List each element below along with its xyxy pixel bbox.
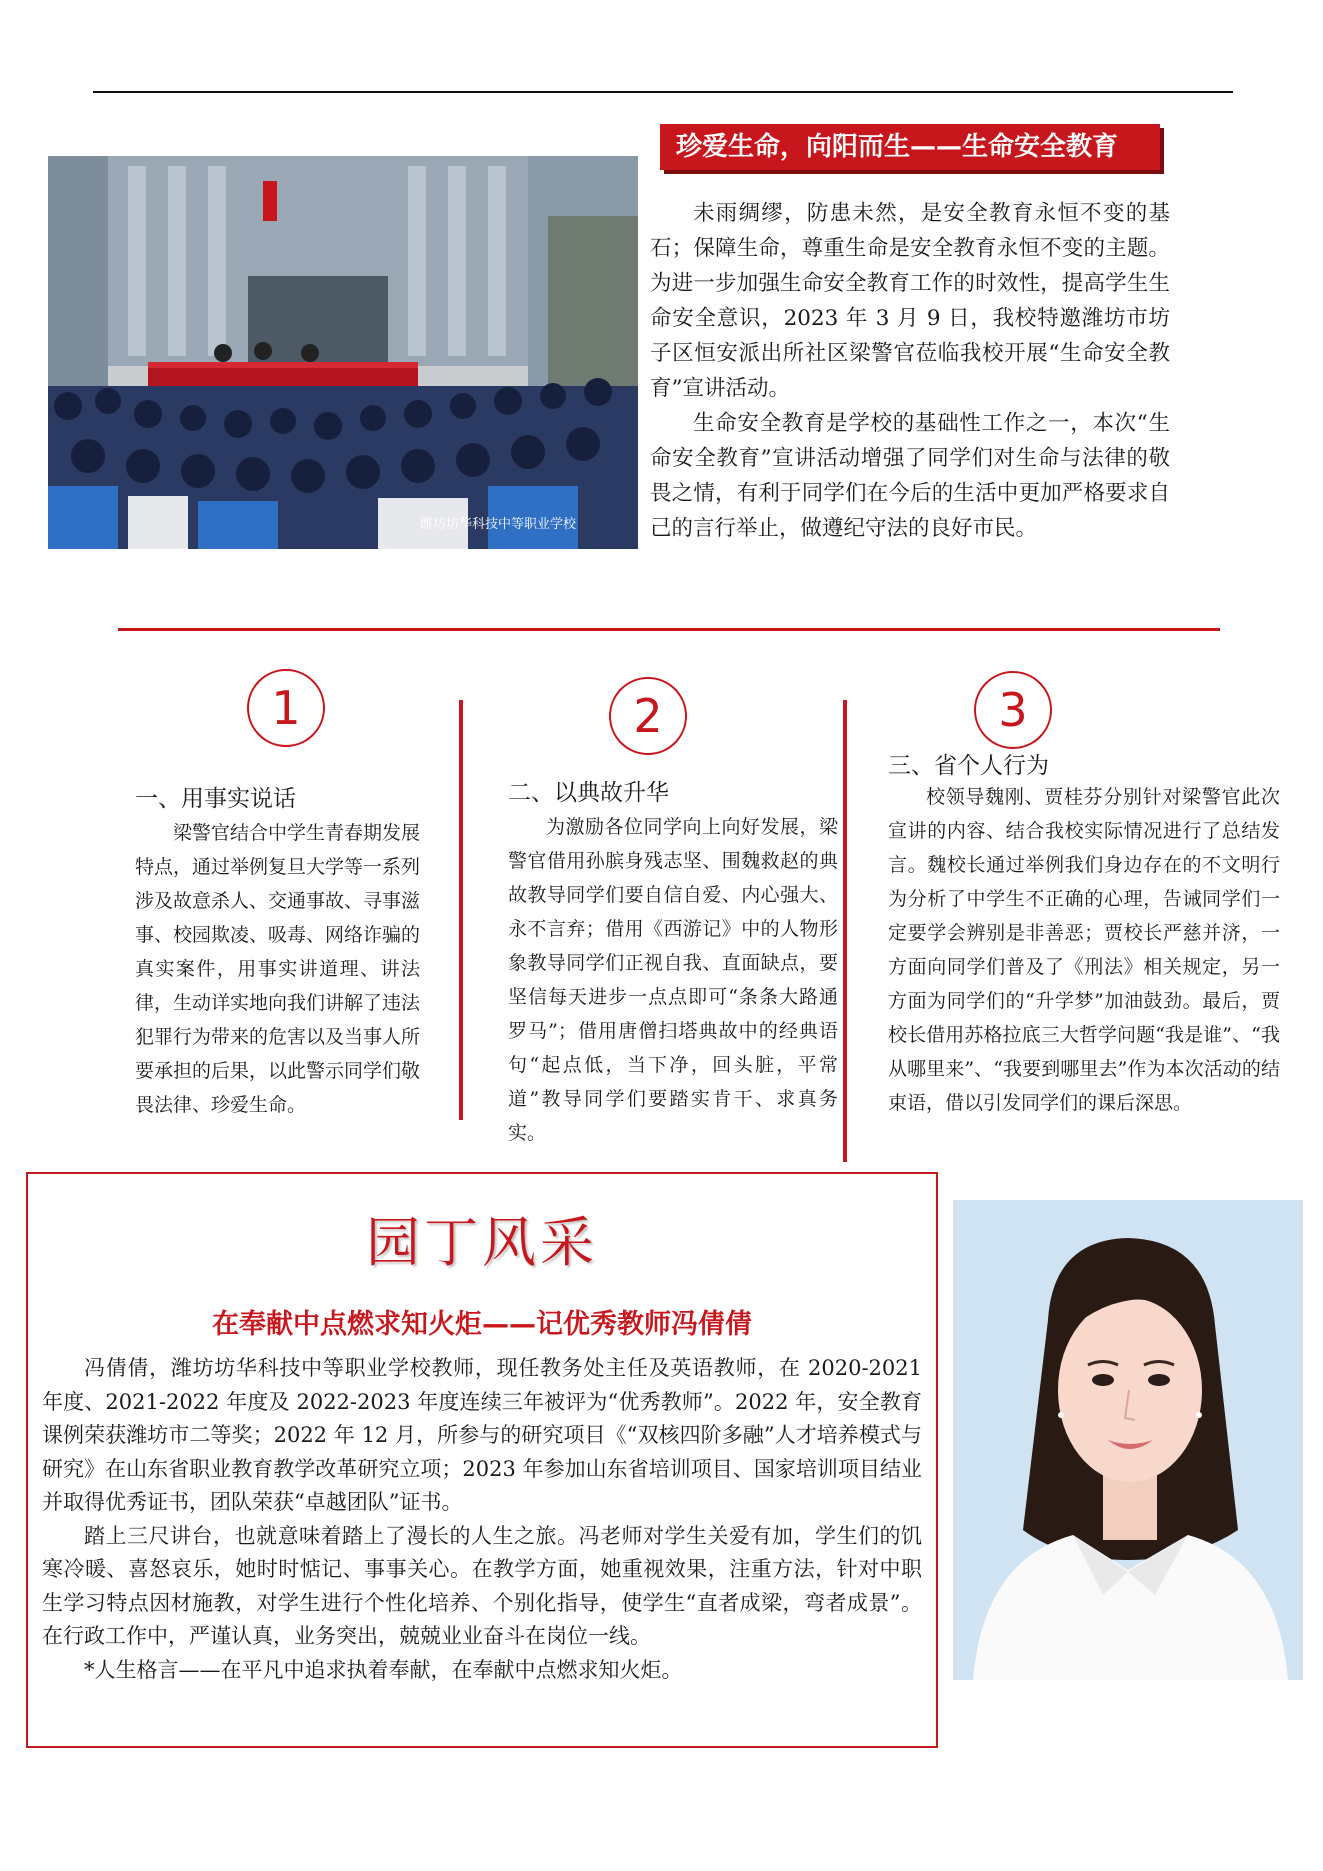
column-body-1 — [135, 816, 420, 1122]
number-badge-1: 1 — [247, 669, 325, 747]
photo-watermark: 潍坊坊华科技中等职业学校 — [420, 517, 577, 532]
number-badge-3: 3 — [974, 671, 1052, 749]
teacher-paragraph: 踏上三尺讲台，也就意味着踏上了漫长的人生之旅。冯老师对学生关爱有加，学生们的饥寒冷暖、喜怒哀乐，她时时惦记、事事关心。在教学方面，她重视效果，注重方法，针对中职生学习特点因材施教，对学生进行个性化培养、个别化指导，使学生“直者成梁，弯者成景”。在行政工作中，严谨认真，业务突出，兢兢业业奋斗在岗位一线。 — [42, 1523, 922, 1648]
teacher-portrait — [953, 1200, 1303, 1680]
column-heading-2: 二、以典故升华 — [508, 780, 669, 806]
assembly-photo — [48, 156, 638, 549]
column-divider — [843, 700, 847, 1162]
top-divider — [93, 91, 1233, 93]
teacher-motto: *人生格言——在平凡中追求执着奉献，在奉献中点燃求知火炬。 — [84, 1657, 683, 1682]
article-title-banner: 珍爱生命，向阳而生——生命安全教育 — [660, 124, 1160, 170]
teacher-subtitle: 在奉献中点燃求知火炬——记优秀教师冯倩倩 — [212, 1309, 752, 1340]
column-heading-1: 一、用事实说话 — [135, 786, 296, 812]
column-text: 为激励各位同学向上向好发展，梁警官借用孙膑身残志坚、围魏救赵的典故教导同学们要自信自爱、内心强大、永不言弃；借用《西游记》中的人物形象教导同学们正视自我、直面缺点，要坚信每天进步一点点即可“条条大路通罗马”；借用唐僧扫塔典故中的经典语句“起点低，当下净，回头脏，平常道”教导同学们要踏实肯干、求真务实。 — [508, 816, 838, 1144]
teacher-portrait-illustration — [953, 1200, 1303, 1680]
column-body-3 — [888, 780, 1280, 1120]
section-divider — [118, 628, 1220, 631]
teacher-paragraph: 冯倩倩，潍坊坊华科技中等职业学校教师，现任教务处主任及英语教师，在 2020-2021 年度、2021-2022 年度及 2022-2023 年度连续三年被评为“优秀教师”。2022 年，安全教育课例荣获潍坊市二等奖；2022 年 12 月，所参与的研究项目《“双核四阶多融”人才培养模式与研究》在山东省职业教育教学改革研究立项；2023 年参加山东省培训项目、国家培训项目结业并取得优秀证书，团队荣获“卓越团队”证书。 — [42, 1356, 922, 1514]
column-text: 校领导魏刚、贾桂芬分别针对梁警官此次宣讲的内容、结合我校实际情况进行了总结发言。魏校长通过举例我们身边存在的不文明行为分析了中学生不正确的心理，告诫同学们一定要学会辨别是非善恶；贾校长严慈并济，一方面向同学们普及了《刑法》相关规定，另一方面为同学们的“升学梦”加油鼓劲。最后，贾校长借用苏格拉底三大哲学问题“我是谁”、“我从哪里来”、“我要到哪里去”作为本次活动的结束语，借以引发同学们的课后深思。 — [888, 786, 1280, 1114]
column-body-2 — [508, 810, 838, 1150]
column-text: 梁警官结合中学生青春期发展特点，通过举例复旦大学等一系列涉及故意杀人、交通事故、寻事滋事、校园欺凌、吸毒、网络诈骗的真实案件，用事实讲道理、讲法律，生动详实地向我们讲解了违法犯罪行为带来的危害以及当事人所要承担的后果，以此警示同学们敬畏法律、珍爱生命。 — [135, 822, 421, 1116]
column-heading-3: 三、省个人行为 — [888, 753, 1049, 779]
number-badge-2: 2 — [609, 677, 687, 755]
teacher-text — [42, 1352, 922, 1687]
article-intro — [650, 196, 1170, 546]
column-divider — [459, 700, 463, 1120]
assembly-photo-illustration — [48, 156, 638, 549]
section-title: 园丁风采 — [366, 1211, 598, 1274]
article-paragraph: 未雨绸缪，防患未然，是安全教育永恒不变的基石；保障生命，尊重生命是安全教育永恒不变的主题。为进一步加强生命安全教育工作的时效性，提高学生生命安全意识，2023 年 3 月 9 日，我校特邀潍坊市坊子区恒安派出所社区梁警官莅临我校开展“生命安全教育”宣讲活动。 — [650, 201, 1170, 401]
article-paragraph: 生命安全教育是学校的基础性工作之一，本次“生命安全教育”宣讲活动增强了同学们对生命与法律的敬畏之情，有利于同学们在今后的生活中更加严格要求自己的言行举止，做遵纪守法的良好市民。 — [650, 411, 1170, 541]
